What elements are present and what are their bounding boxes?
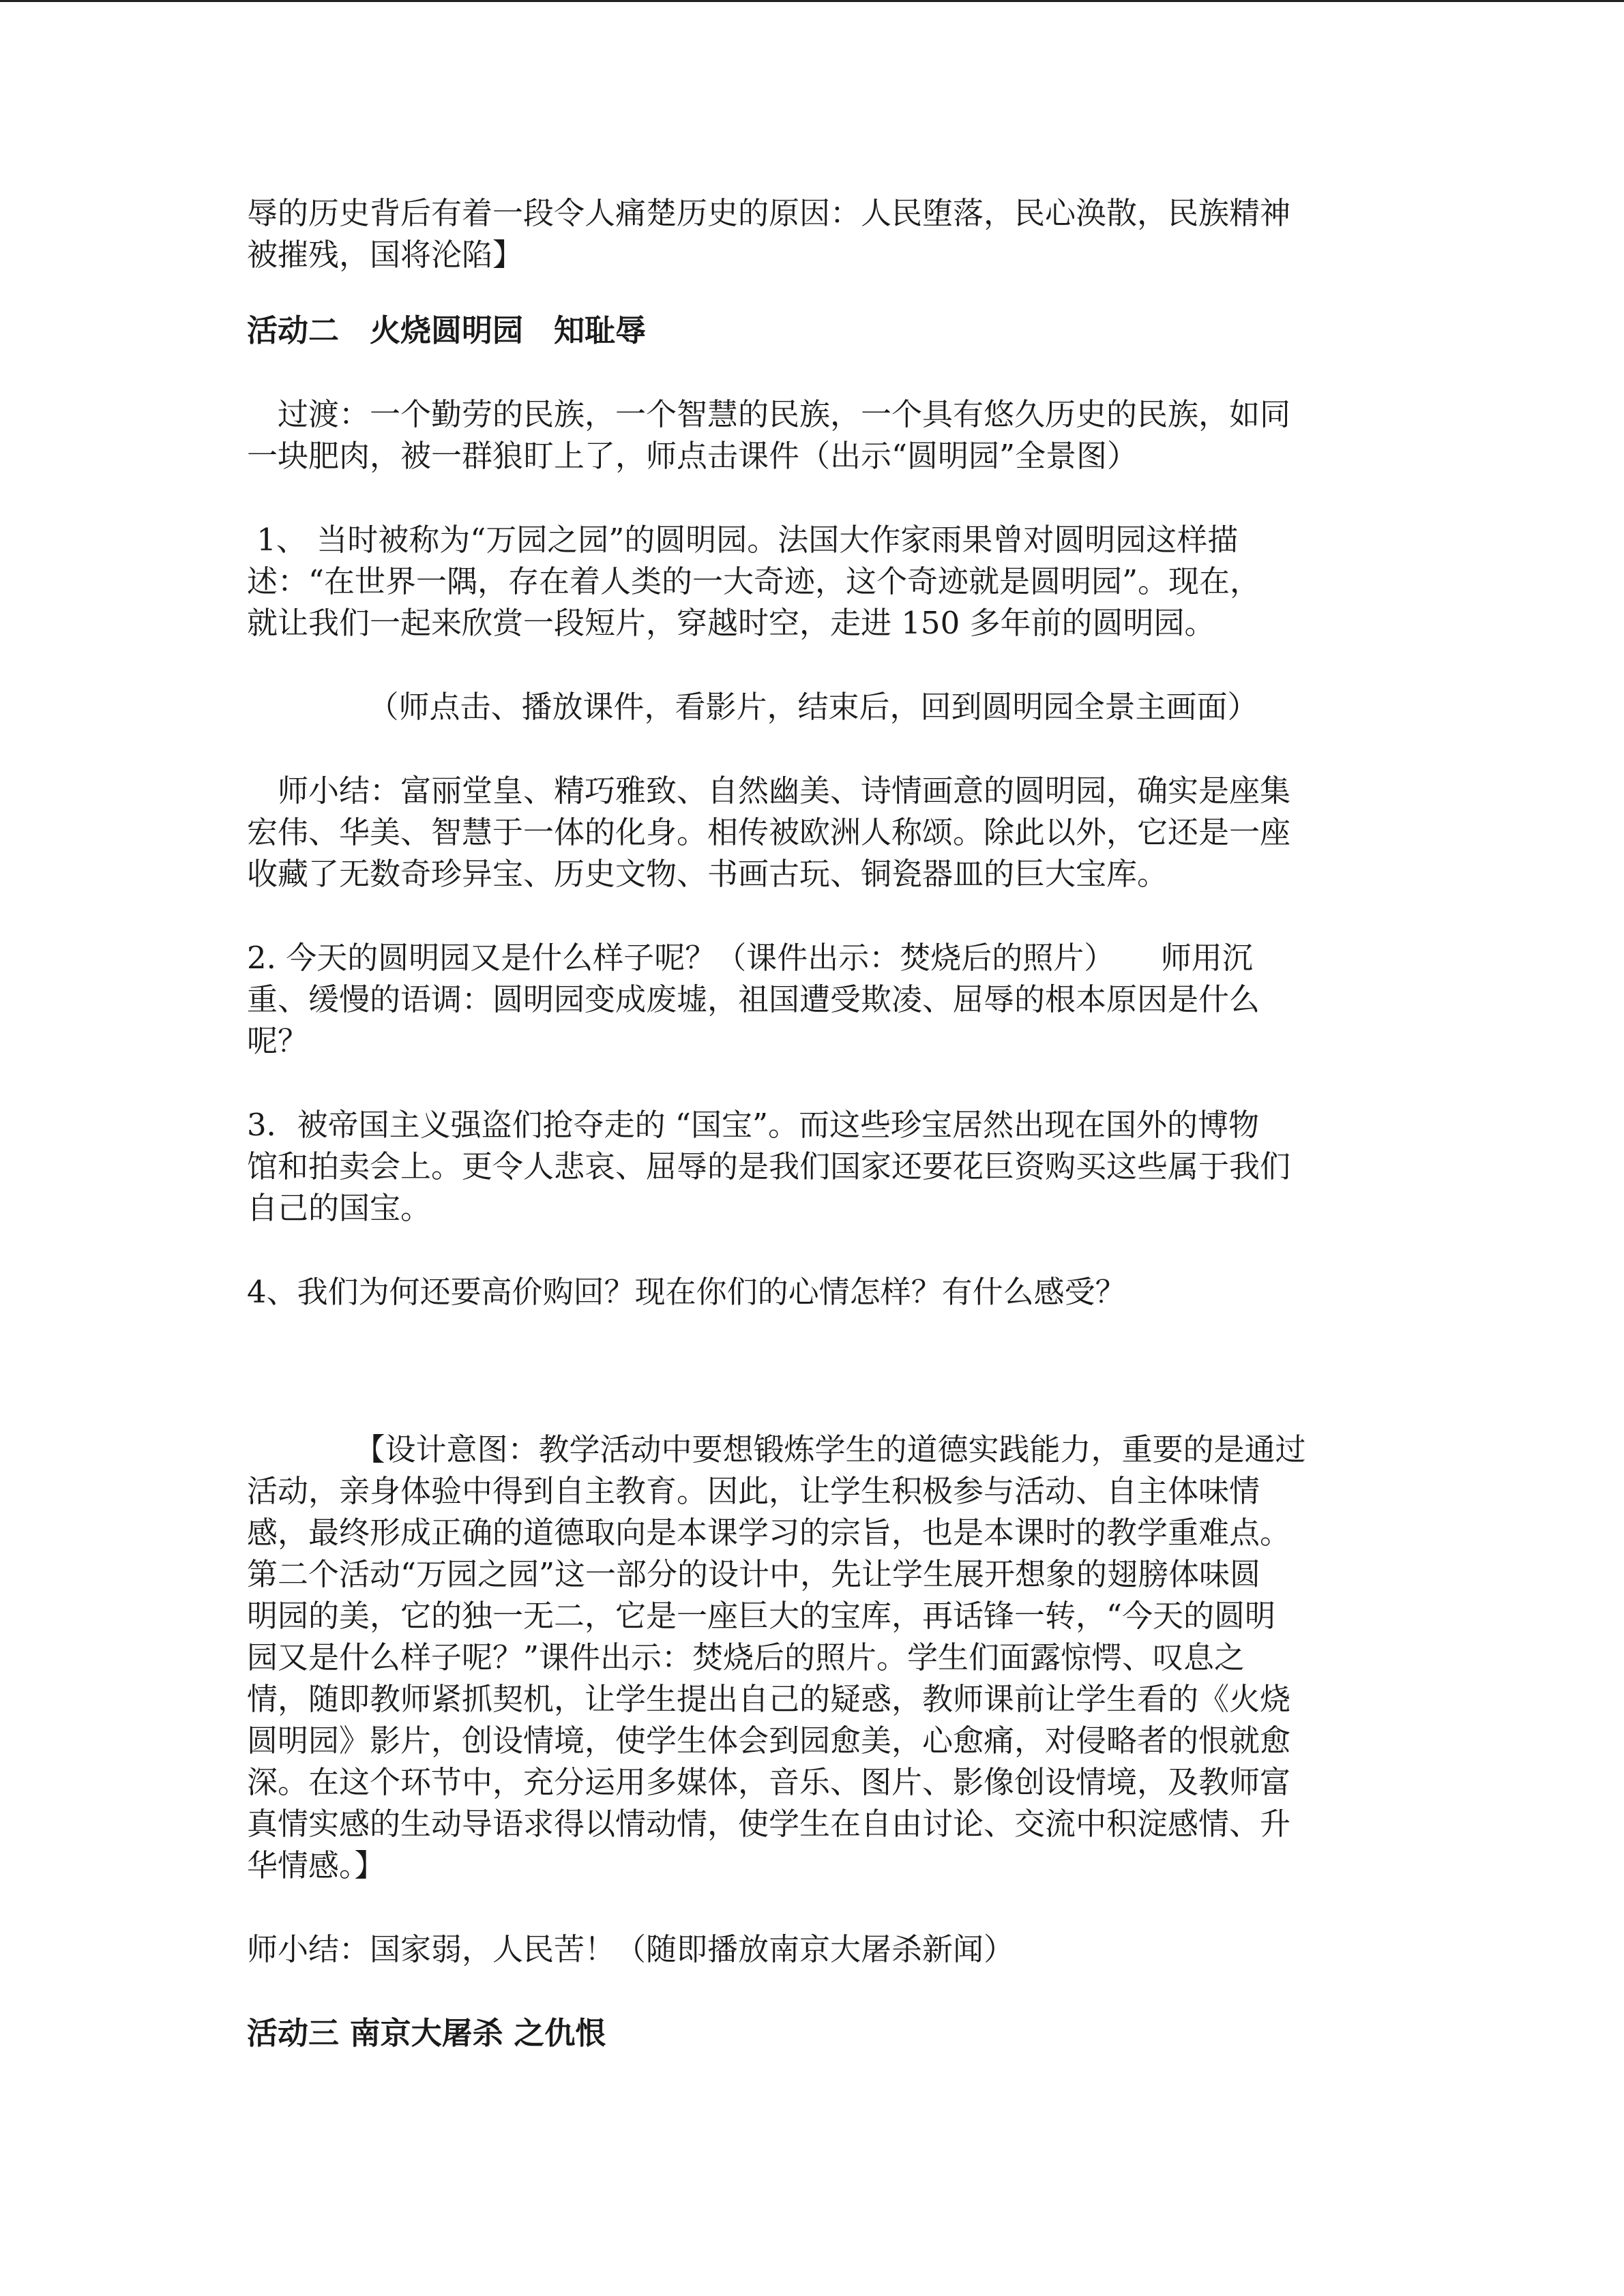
text-line: 园又是什么样子呢？”课件出示：焚烧后的照片。学生们面露惊愕、叹息之 [247,1639,1245,1675]
paragraph-intro-continuation [247,192,1379,275]
text-line: 【设计意图：教学活动中要想锻炼学生的道德实践能力，重要的是通过 [247,1431,1306,1467]
text-line: 宏伟、华美、智慧于一体的化身。相传被欧洲人称颂。除此以外，它还是一座 [247,814,1291,850]
text-line: 深。在这个环节中，充分运用多媒体，音乐、图片、影像创设情境，及教师富 [247,1764,1291,1800]
text-line: 圆明园》影片，创设情境，使学生体会到园愈美，心愈痛，对侵略者的恨就愈 [247,1723,1291,1759]
text-line: 华情感。】 [247,1847,385,1883]
text-line: 真情实感的生动导语求得以情动情，使学生在自由讨论、交流中积淀感情、升 [247,1806,1291,1842]
paragraph-teacher-summary-2 [247,1928,1379,1970]
text-line: 被摧残，国将沦陷】 [247,237,524,273]
paragraph-design-intent [247,1429,1379,1886]
text-line: 情，随即教师紧抓契机，让学生提出自己的疑惑，教师课前让学生看的《火烧 [247,1681,1291,1717]
text-line: 师小结：国家弱，人民苦！（随即播放南京大屠杀新闻） [247,1931,1015,1967]
document-page [247,192,1379,2054]
text-line: 馆和拍卖会上。更令人悲哀、屈辱的是我们国家还要花巨资购买这些属于我们 [247,1148,1291,1184]
paragraph-item-2 [247,937,1379,1062]
text-line: 1、 当时被称为“万园之园”的圆明园。法国大作家雨果曾对圆明园这样描 [247,522,1239,558]
paragraph-item-1 [247,519,1379,644]
text-line: 师小结：富丽堂皇、精巧雅致、自然幽美、诗情画意的圆明园，确实是座集 [247,773,1291,809]
text-line: 重、缓慢的语调：圆明园变成废墟，祖国遭受欺凌、屈辱的根本原因是什么 [247,981,1260,1017]
text-line: 活动，亲身体验中得到自主教育。因此，让学生积极参与活动、自主体味情 [247,1473,1260,1509]
page-top-border [0,0,1624,2]
text-line: （师点击、播放课件，看影片，结束后，回到圆明园全景主画面） [368,689,1258,725]
text-line: 述：“在世界一隅，存在着人类的一大奇迹，这个奇迹就是圆明园”。现在， [247,563,1261,599]
paragraph-teacher-summary-1 [247,770,1379,895]
text-line: 4、我们为何还要高价购回？现在你们的心情怎样？有什么感受？ [247,1274,1126,1310]
text-line: 呢？ [247,1023,309,1059]
text-line: 收藏了无数奇珍异宝、历史文物、书画古玩、铜瓷器皿的巨大宝库。 [247,856,1168,892]
text-line: 过渡：一个勤劳的民族，一个智慧的民族，一个具有悠久历史的民族，如同 [247,396,1291,432]
text-line: 一块肥肉，被一群狼盯上了，师点击课件（出示“圆明园”全景图） [247,438,1138,474]
paragraph-transition [247,393,1379,477]
paragraph-stage-direction [247,686,1379,728]
text-line: 第二个活动“万园之园”这一部分的设计中，先让学生展开想象的翅膀体味圆 [247,1556,1261,1592]
activity-two-heading: 活动二 火烧圆明园 知耻辱 [247,312,647,348]
text-line: 就让我们一起来欣赏一段短片，穿越时空，走进 150 多年前的圆明园。 [247,605,1215,641]
text-line: 3．被帝国主义强盗们抢夺走的 “国宝”。而这些珍宝居然出现在国外的博物 [247,1107,1259,1143]
text-line: 明园的美，它的独一无二，它是一座巨大的宝库，再话锋一转，“今天的圆明 [247,1598,1276,1634]
text-line: 自己的国宝。 [247,1190,432,1226]
text-line: 感，最终形成正确的道德取向是本课学习的宗旨，也是本课时的教学重难点。 [247,1515,1291,1551]
paragraph-item-3 [247,1104,1379,1229]
text-line: 2. 今天的圆明园又是什么样子呢？（课件出示：焚烧后的照片） 师用沉 [247,940,1253,976]
text-line: 辱的历史背后有着一段令人痛楚历史的原因：人民堕落，民心涣散，民族精神 [247,195,1291,231]
paragraph-item-4 [247,1271,1379,1313]
activity-three-heading: 活动三 南京大屠杀 之仇恨 [247,2015,606,2051]
